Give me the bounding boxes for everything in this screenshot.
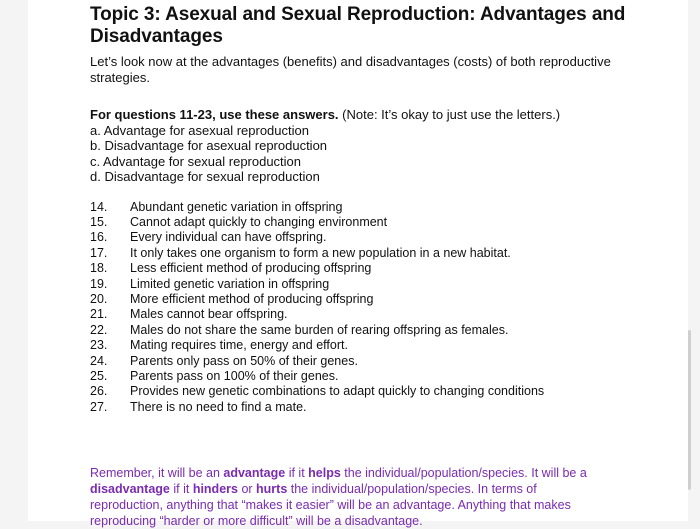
instructions-note: (Note: It’s okay to just use the letters.) [342,107,561,122]
question-item [90,400,650,415]
intro-paragraph: Let’s look now at the advantages (benefits) and disadvantages (costs) of both reproductive strategies. [90,54,611,85]
question-item [90,200,650,215]
question-text: It only takes one organism to form a new population in a new habitat. [130,245,511,260]
question-item [90,323,650,338]
question-text: More efficient method of producing offspring [130,291,374,306]
question-number: 21. [90,307,108,322]
reminder-text: the individual/population/species. It will be a [340,466,587,481]
question-item [90,354,650,369]
question-item [90,369,650,384]
answer-option-a: a. Advantage for asexual reproduction [90,122,309,138]
question-text: Limited genetic variation in offspring [130,276,330,291]
reminder-keyword-hurts: hurts [256,481,288,496]
question-number: 24. [90,353,108,368]
question-item [90,307,650,322]
question-item [90,230,650,245]
question-text: There is no need to find a mate. [130,399,307,414]
question-text: Parents only pass on 50% of their genes. [130,353,358,368]
question-number: 27. [90,399,108,414]
answer-option-d: d. Disadvantage for sexual reproduction [90,169,320,184]
reminder-text: if it [285,466,309,481]
question-number: 23. [90,338,108,353]
question-text: Less efficient method of producing offspring [130,261,372,276]
question-text: Males do not share the same burden of rearing offspring as females. [130,322,509,337]
page-title: Topic 3: Asexual and Sexual Reproduction: Advantages and Disadvantages [90,4,626,47]
document-content [90,4,650,529]
answer-option-b: b. Disadvantage for asexual reproduction [90,138,328,153]
question-item [90,384,650,399]
reminder-text: or [237,481,257,496]
question-item [90,292,650,307]
question-item [90,338,650,353]
question-item [90,261,650,276]
question-text: Males cannot bear offspring. [130,307,288,322]
reminder-text: the individual/population/species. In terms of reproduction, anything that “makes it easier” will be an advantage. Anything that makes reproducing “harder or more difficult” will be a disadvantage. [90,481,571,528]
question-item [90,246,650,261]
question-number: 15. [90,214,108,229]
question-text: Mating requires time, energy and effort. [130,338,348,353]
question-item [90,215,650,230]
reminder-keyword-advantage: advantage [223,466,286,481]
instructions-lead: For questions 11-23, use these answers. [90,107,339,122]
question-text: Provides new genetic combinations to adapt quickly to changing conditions [130,384,545,399]
answer-option-c: c. Advantage for sexual reproduction [90,153,302,169]
reminder-keyword-helps: helps [308,466,341,481]
question-number: 16. [90,230,108,245]
reminder-keyword-hinders: hinders [192,481,238,496]
reminder-keyword-disadvantage: disadvantage [90,481,170,496]
question-number: 18. [90,261,108,276]
question-list [90,200,650,416]
question-number: 19. [90,276,108,291]
question-text: Cannot adapt quickly to changing environment [130,214,388,229]
reminder-note [90,466,610,529]
reminder-text: Remember, it will be an [90,466,224,481]
question-text: Parents pass on 100% of their genes. [130,368,339,383]
question-number: 17. [90,245,108,260]
scrollbar-thumb[interactable] [688,330,691,490]
question-number: 26. [90,384,108,399]
document-page [28,0,688,528]
question-number: 22. [90,322,108,337]
question-number: 14. [90,199,108,214]
reminder-text: if it [169,481,193,496]
question-text: Abundant genetic variation in offspring [130,199,343,214]
question-item [90,277,650,292]
question-number: 25. [90,368,108,383]
question-number: 20. [90,291,108,306]
instructions [90,107,650,123]
question-text: Every individual can have offspring. [130,230,327,245]
